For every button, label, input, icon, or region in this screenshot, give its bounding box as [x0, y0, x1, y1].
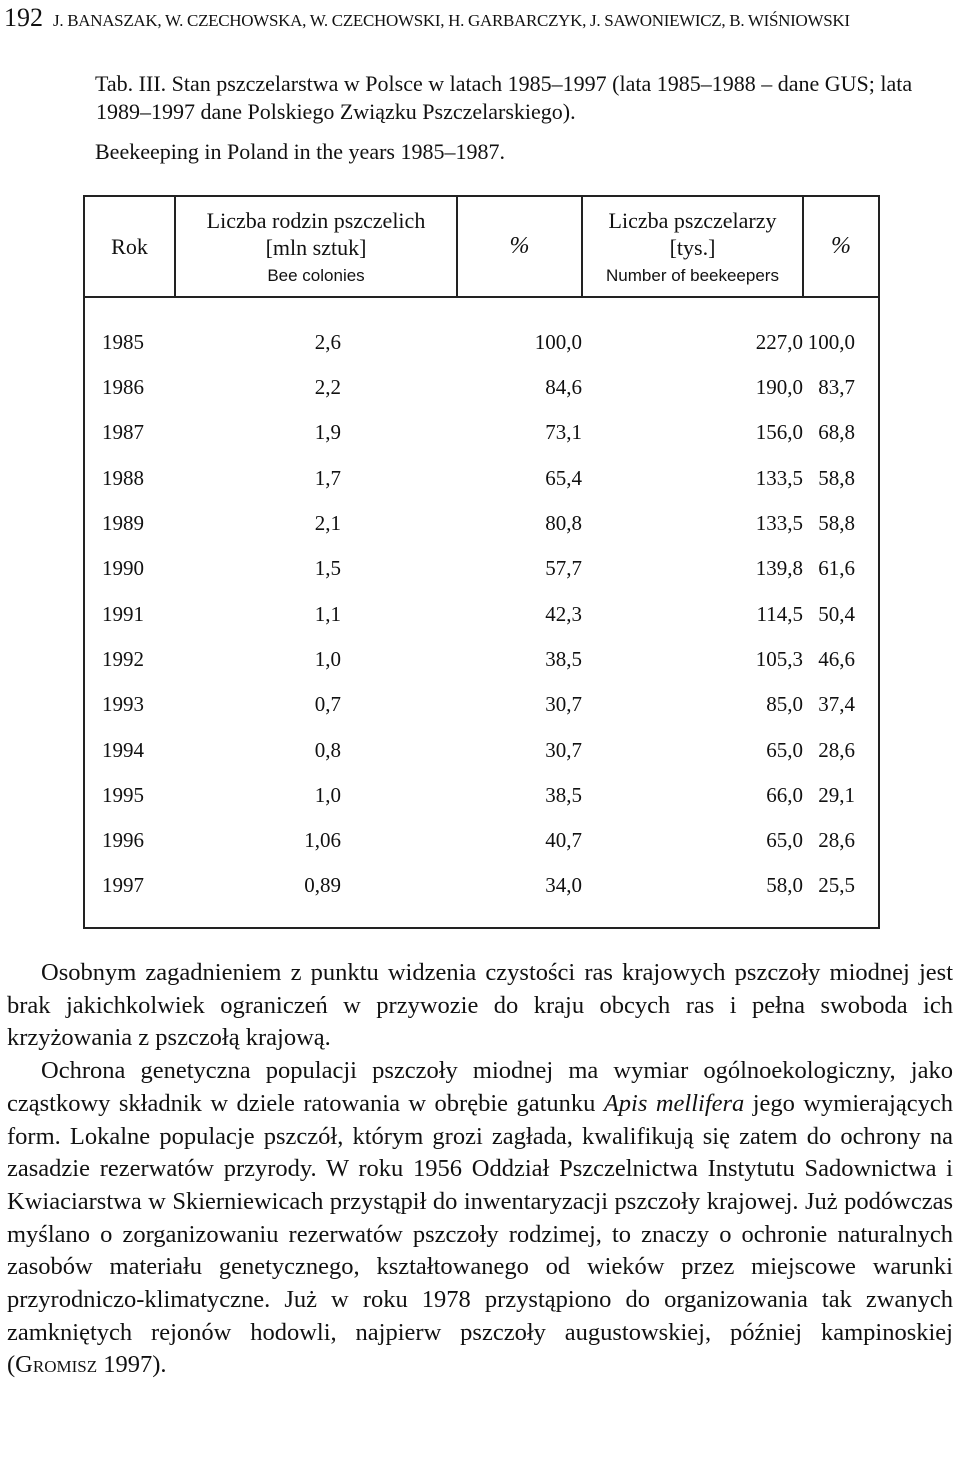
cell-year: 1993: [102, 692, 144, 717]
table-row: [84, 818, 879, 863]
cell-beekeepers: 133,5: [755, 465, 803, 490]
cell-colonies: 0,89: [304, 873, 341, 898]
header-colonies: Liczba rodzin pszczelich [mln sztuk] Bee colonies: [175, 196, 457, 297]
cell-colonies: 0,7: [314, 692, 341, 717]
cell-beekeepers-percent: 83,7: [818, 375, 855, 400]
cell-beekeepers-percent: 50,4: [818, 601, 855, 626]
cell-beekeepers-percent: 28,6: [818, 737, 855, 762]
header-year: Rok: [84, 196, 175, 297]
cell-beekeepers-percent: 68,8: [818, 420, 855, 445]
cell-beekeepers-percent: 37,4: [818, 692, 855, 717]
species-name: Apis mellifera: [603, 1089, 745, 1117]
cell-beekeepers: 139,8: [755, 556, 803, 581]
table-caption: [96, 70, 956, 166]
cell-year: 1986: [102, 375, 144, 400]
cell-colonies-percent: 42,3: [545, 601, 582, 626]
table-row: [84, 591, 879, 636]
table-row: [84, 773, 879, 818]
table-row: [84, 637, 879, 682]
cell-colonies: 2,2: [314, 375, 341, 400]
cell-colonies: 1,0: [314, 782, 341, 807]
running-header-authors: J. BANASZAK, W. CZECHOWSKA, W. CZECHOWSKI, H. GARBARCZYK, J. SAWONIEWICZ, B. WIŚNIOWSKI: [53, 11, 850, 30]
paragraph-2: Ochrona genetyczna populacji pszczoły miodnej ma wymiar ogólnoekologiczny, jako cząstkowy składnik w dziele ratowania w obrębie gatunku Apis mellifera jego wymierających form. Lokalne populacje pszczół, którym grozi zagłada, kwalifikują się zatem do ochrony na zasadzie rezerwatów przyrody. W roku 1956 Oddział Pszczelnictwa Instytutu Sadownictwa i Kwiaciarstwa w Skierniewicach przystąpił do inwentaryzacji pszczoły krajowej. Już podówczas myślano o zorganizowaniu rezerwatów pszczoły rodzimej, to znaczy o ochronie naturalnych zasobów materiału genetycznego, kształtowanego od wieków przez miejscowe warunki przyrodniczo-klimatyczne. Już w roku 1978 przystąpiono do organizowania tak zwanych zamkniętych rejonów hodowli, najpierw pszczoły augustowskiej, później kampinoskiej (Gromisz 1997).: [7, 1057, 953, 1379]
cell-colonies: 0,8: [314, 737, 341, 762]
table-row: [84, 682, 879, 727]
cell-beekeepers-percent: 61,6: [818, 556, 855, 581]
cell-beekeepers: 66,0: [766, 782, 803, 807]
cell-colonies-percent: 57,7: [545, 556, 582, 581]
table-row: [84, 410, 879, 455]
table-row: [84, 546, 879, 591]
cell-beekeepers: 114,5: [756, 601, 803, 626]
cell-beekeepers-percent: 28,6: [818, 828, 855, 853]
cell-colonies-percent: 80,8: [545, 511, 582, 536]
cell-colonies: 2,6: [314, 330, 341, 354]
cell-colonies-percent: 38,5: [545, 782, 582, 807]
cell-colonies-percent: 34,0: [545, 873, 582, 898]
cell-beekeepers: 133,5: [755, 511, 803, 536]
cell-year: 1987: [102, 420, 144, 445]
cell-colonies-percent: 30,7: [545, 737, 582, 762]
cell-colonies: 1,1: [314, 601, 341, 626]
beekeeping-table: [83, 195, 880, 929]
table-row: [84, 727, 879, 772]
table-body: [84, 297, 879, 928]
cell-year: 1996: [102, 828, 144, 853]
cell-year: 1994: [102, 737, 144, 762]
cell-beekeepers-percent: 58,8: [818, 511, 855, 536]
cell-colonies-percent: 100,0: [534, 330, 582, 354]
header-beekeepers: Liczba pszczelarzy [tys.] Number of beekeepers: [582, 196, 803, 297]
cell-colonies: 2,1: [314, 511, 341, 536]
cell-beekeepers: 227,0: [755, 330, 803, 354]
table-header-row: [84, 196, 879, 297]
citation-author: Gromisz: [15, 1351, 98, 1379]
cell-beekeepers-percent: 25,5: [818, 873, 855, 898]
cell-colonies: 1,0: [314, 646, 341, 671]
page-number: 192: [4, 3, 43, 32]
cell-year: 1989: [102, 511, 144, 536]
cell-beekeepers-percent: 58,8: [818, 465, 855, 490]
cell-year: 1997: [102, 873, 144, 898]
cell-year: 1995: [102, 782, 144, 807]
cell-colonies-percent: 38,5: [545, 646, 582, 671]
table-row: [84, 456, 879, 501]
cell-beekeepers-percent: 29,1: [818, 782, 855, 807]
cell-beekeepers: 65,0: [766, 828, 803, 853]
cell-year: 1992: [102, 646, 144, 671]
table-row: [84, 365, 879, 410]
cell-beekeepers-percent: 100,0: [807, 330, 855, 354]
table-row: [84, 863, 879, 927]
paragraph-1: Osobnym zagadnieniem z punktu widzenia czystości ras krajowych pszczoły miodnej jest brak jakichkolwiek ograniczeń w przywozie do kraju obcych ras i pełna swoboda ich krzyżowania z pszczołą krajową.: [7, 959, 953, 1052]
cell-colonies-percent: 30,7: [545, 692, 582, 717]
cell-colonies-percent: 84,6: [545, 375, 582, 400]
header-percent-colonies: %: [457, 196, 582, 297]
header-percent-beekeepers: %: [803, 196, 879, 297]
cell-year: 1991: [102, 601, 144, 626]
table-caption-pl: Tab. III. Stan pszczelarstwa w Polsce w latach 1985–1997 (lata 1985–1988 – dane GUS; lata 1989–1997 dane Polskiego Związku Pszczelarskiego).: [95, 71, 913, 124]
table-row: [84, 501, 879, 546]
cell-beekeepers-percent: 46,6: [818, 646, 855, 671]
cell-beekeepers: 105,3: [755, 646, 803, 671]
table-row: [84, 297, 879, 365]
body-text: [7, 957, 953, 1382]
cell-year: 1988: [102, 465, 144, 490]
cell-beekeepers: 58,0: [766, 873, 803, 898]
cell-beekeepers: 156,0: [755, 420, 803, 445]
cell-colonies-percent: 73,1: [545, 420, 582, 445]
running-header: [4, 3, 850, 33]
cell-colonies-percent: 65,4: [545, 465, 582, 490]
cell-colonies: 1,7: [314, 465, 341, 490]
cell-beekeepers: 65,0: [766, 737, 803, 762]
cell-colonies: 1,9: [314, 420, 341, 445]
cell-year: 1990: [102, 556, 144, 581]
cell-colonies: 1,06: [304, 828, 341, 853]
cell-beekeepers: 85,0: [766, 692, 803, 717]
cell-colonies: 1,5: [314, 556, 341, 581]
cell-year: 1985: [102, 330, 144, 354]
cell-beekeepers: 190,0: [755, 375, 803, 400]
cell-colonies-percent: 40,7: [545, 828, 582, 853]
table-caption-en: Beekeeping in Poland in the years 1985–1987.: [95, 139, 505, 164]
